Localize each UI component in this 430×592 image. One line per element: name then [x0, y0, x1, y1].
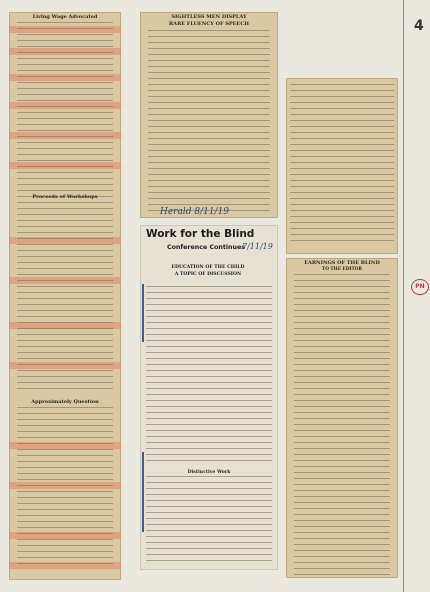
right-heading: EARNINGS OF THE BLIND	[304, 260, 380, 266]
body-text	[17, 202, 113, 394]
body-text	[17, 22, 113, 202]
body-text	[146, 476, 272, 566]
body-text	[17, 407, 113, 569]
clipping-subtitle: Conference Continues	[166, 244, 246, 251]
handwritten-date: 7/11/19	[242, 242, 273, 251]
middle-top-heading-1: SIGHTLESS MEN DISPLAY	[171, 14, 247, 20]
section-heading-1: EDUCATION OF THE CHILD	[171, 265, 245, 270]
middle-top-clipping	[140, 12, 278, 218]
clipping-title: Work for the Blind	[146, 228, 255, 240]
right-salutation: TO THE EDITOR	[322, 267, 362, 272]
right-lower-text	[290, 258, 394, 578]
left-clipping	[9, 12, 121, 580]
right-upper-clipping	[286, 78, 398, 254]
body-text	[146, 286, 272, 466]
body-text	[290, 84, 394, 246]
handwritten-source-note: Herald 8/11/19	[160, 207, 230, 217]
middle-card-body	[142, 282, 276, 568]
middle-top-text	[144, 12, 274, 218]
margin-annotation: PN	[411, 279, 429, 295]
section-heading-2: A TOPIC OF DISCUSSION	[174, 272, 242, 277]
middle-top-heading-2: RARE FLUENCY OF SPEECH	[169, 21, 249, 27]
right-lower-clipping	[286, 258, 398, 578]
blue-margin-mark	[142, 452, 144, 532]
left-subheading-2: Approximately Question	[31, 399, 99, 405]
left-clipping-text	[13, 12, 117, 580]
page-number: 4	[414, 18, 424, 34]
margin-rule	[403, 0, 404, 592]
body-text	[148, 30, 270, 216]
body-text	[294, 274, 390, 578]
blue-margin-mark	[142, 284, 144, 342]
section-heading-3: Distinctive Work	[187, 470, 231, 475]
left-subheading-1: Proceeds of Workshops	[32, 194, 98, 200]
left-heading: Living Wage Advocated	[32, 14, 98, 20]
